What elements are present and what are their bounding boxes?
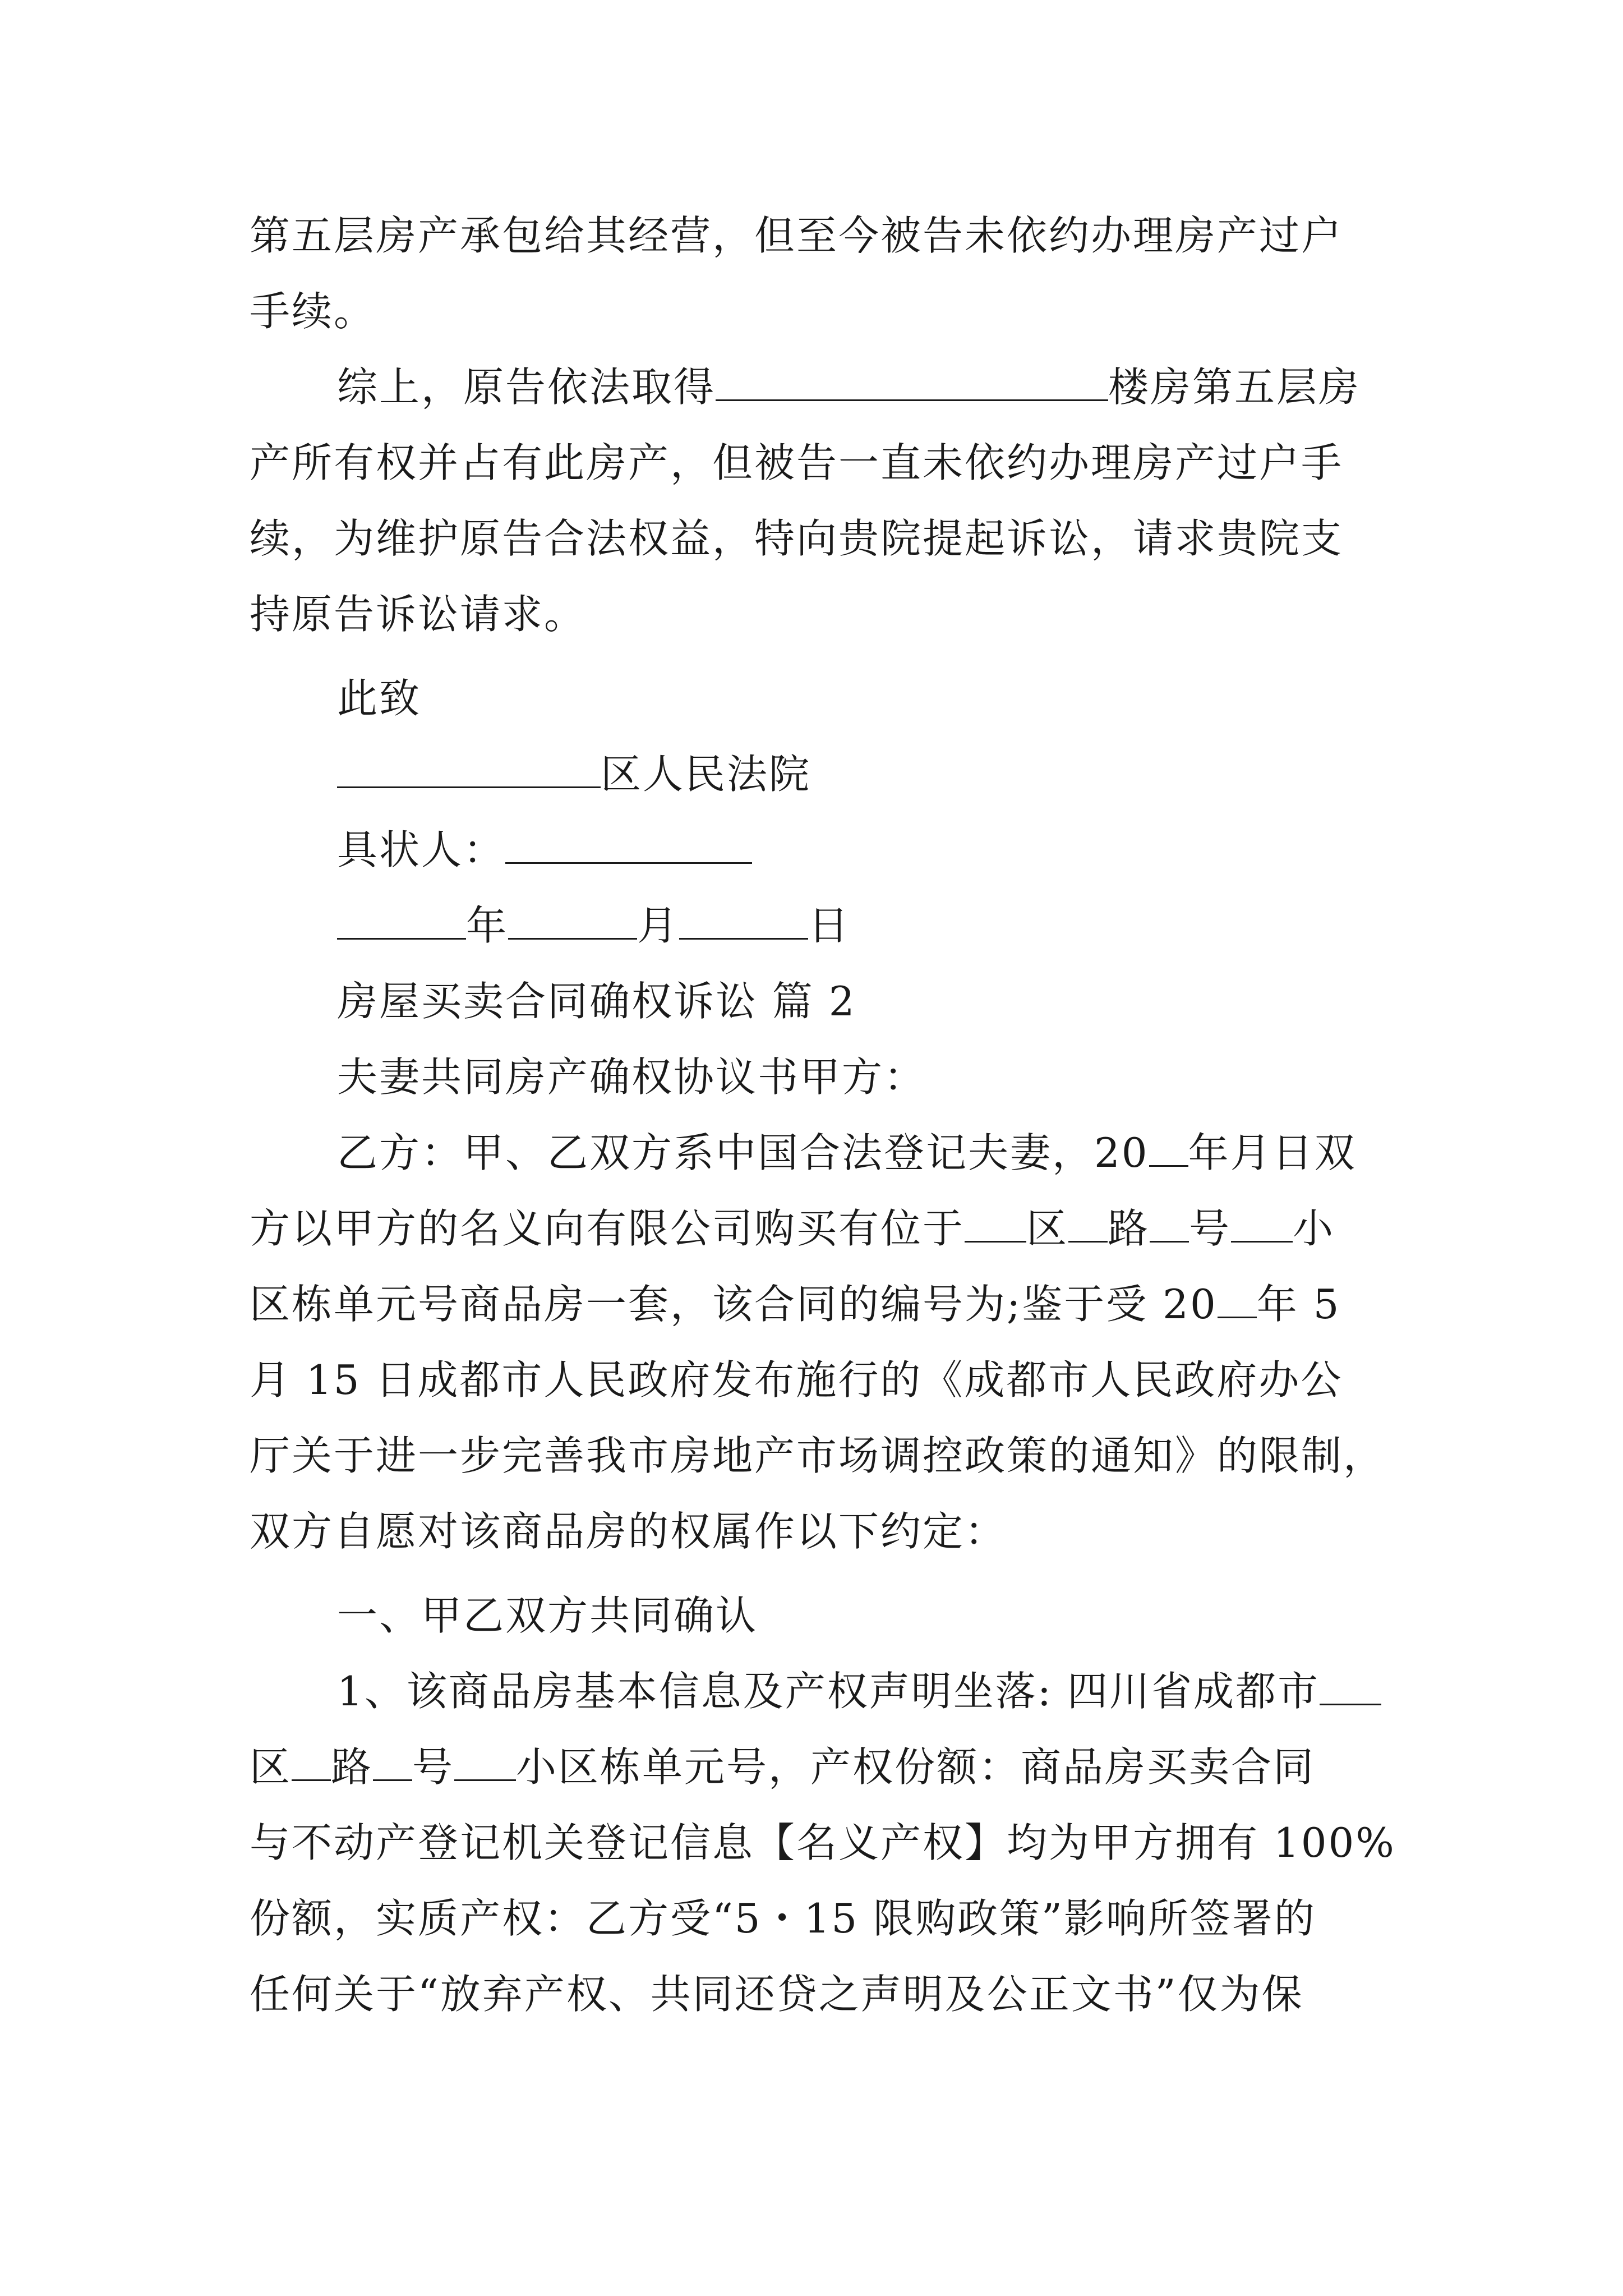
- line-text: 份额，实质产权：乙方受“5・15 限购政策”影响所签署的: [250, 1895, 1316, 1942]
- text-line-2: [250, 283, 376, 339]
- fill-blank: [508, 899, 637, 940]
- line-text: 月 15 日成都市人民政府发布施行的《成都市人民政府办公: [250, 1356, 1343, 1404]
- fill-blank: [1068, 1202, 1108, 1243]
- line-text: 具状人：: [337, 826, 506, 873]
- line-text: 持原告诉讼请求。: [250, 591, 587, 638]
- fill-blank: [505, 823, 752, 864]
- plaintiff-signature-line: [337, 822, 752, 878]
- fill-blank: [1320, 1664, 1381, 1705]
- line-text: 路: [1108, 1205, 1150, 1252]
- line-text: 年月日双: [1188, 1129, 1357, 1176]
- text-line-20: [337, 1663, 1381, 1719]
- line-text: 1、该商品房基本信息及产权声明坐落: 四川省成都市: [337, 1668, 1320, 1715]
- line-text: 小区栋单元号，产权份额：商品房买卖合同: [516, 1743, 1316, 1791]
- line-text: 产所有权并占有此房产，但被告一直未依约办理房产过户手: [250, 439, 1344, 486]
- line-text: 手续。: [250, 288, 376, 335]
- fill-blank: [337, 747, 601, 788]
- line-text: 双方自愿对该商品房的权属作以下约定：: [250, 1508, 1007, 1555]
- line-text: 方以甲方的名义向有限公司购买有位于: [250, 1205, 965, 1252]
- text-line-18: [250, 1503, 1007, 1559]
- text-line-22: [250, 1815, 1396, 1871]
- date-line: [337, 898, 850, 954]
- fill-blank: [965, 1202, 1026, 1243]
- line-text: 年 5: [1256, 1281, 1341, 1328]
- fill-blank: [337, 899, 466, 940]
- line-text: 任何关于“放弃产权、共同还贷之声明及公正文书”仅为保: [250, 1971, 1304, 2018]
- text-line-4: [250, 435, 1343, 491]
- line-text: 乙方：甲、乙双方系中国合法登记夫妻，20: [337, 1129, 1149, 1176]
- text-line-3: [337, 359, 1361, 415]
- line-text: 房屋买卖合同确权诉讼 篇 2: [337, 978, 856, 1025]
- text-line-13: [337, 1125, 1357, 1181]
- line-text: 一、甲乙双方共同确认: [337, 1592, 758, 1639]
- line-text: 号: [412, 1743, 455, 1791]
- fill-blank: [679, 899, 808, 940]
- text-line-12: [337, 1049, 926, 1105]
- court-line: [337, 746, 811, 802]
- line-text: 综上，原告依法取得: [337, 364, 716, 411]
- fill-blank: [1150, 1202, 1189, 1243]
- line-text: 日: [808, 902, 851, 949]
- fill-blank: [1218, 1277, 1257, 1318]
- line-text: 厅关于进一步完善我市房地产市场调控政策的通知》的限制，: [250, 1432, 1386, 1479]
- line-text: 区: [250, 1743, 292, 1791]
- text-line-5: [250, 510, 1343, 567]
- fill-blank: [1231, 1202, 1293, 1243]
- text-line-1: [250, 208, 1343, 264]
- text-line-24: [250, 1966, 1304, 2022]
- text-line-17: [250, 1428, 1385, 1484]
- text-line-6: [250, 586, 586, 642]
- subsection-title: [337, 1588, 758, 1644]
- line-text: 楼房第五层房: [1108, 364, 1361, 411]
- text-line-21: [250, 1739, 1315, 1795]
- text-line-14: [250, 1200, 1335, 1257]
- section-title: [337, 973, 856, 1029]
- fill-blank: [1149, 1126, 1188, 1167]
- line-text: 区人民法院: [601, 751, 811, 798]
- fill-blank: [454, 1740, 516, 1781]
- line-text: 与不动产登记机关登记信息【名义产权】均为甲方拥有 100%: [250, 1819, 1396, 1866]
- line-text: 月: [637, 902, 680, 949]
- text-line-23: [250, 1890, 1316, 1947]
- line-text: 区栋单元号商品房一套，该合同的编号为;鉴于受 20: [250, 1281, 1218, 1328]
- line-text: 号: [1189, 1205, 1232, 1252]
- fill-blank: [716, 360, 1108, 401]
- text-line-16: [250, 1352, 1343, 1408]
- line-text: 路: [331, 1743, 374, 1791]
- line-text: 夫妻共同房产确权协议书甲方：: [337, 1053, 926, 1101]
- line-text: 此致: [337, 675, 422, 722]
- line-text: 第五层房产承包给其经营，但至今被告未依约办理房产过户: [250, 212, 1344, 259]
- line-text: 区: [1026, 1205, 1069, 1252]
- text-line-15: [250, 1276, 1340, 1332]
- fill-blank: [373, 1740, 412, 1781]
- line-text: 续，为维护原告合法权益，特向贵院提起诉讼，请求贵院支: [250, 515, 1344, 562]
- line-text: 小: [1293, 1205, 1335, 1252]
- salutation: [337, 670, 421, 726]
- fill-blank: [292, 1740, 331, 1781]
- line-text: 年: [466, 902, 509, 949]
